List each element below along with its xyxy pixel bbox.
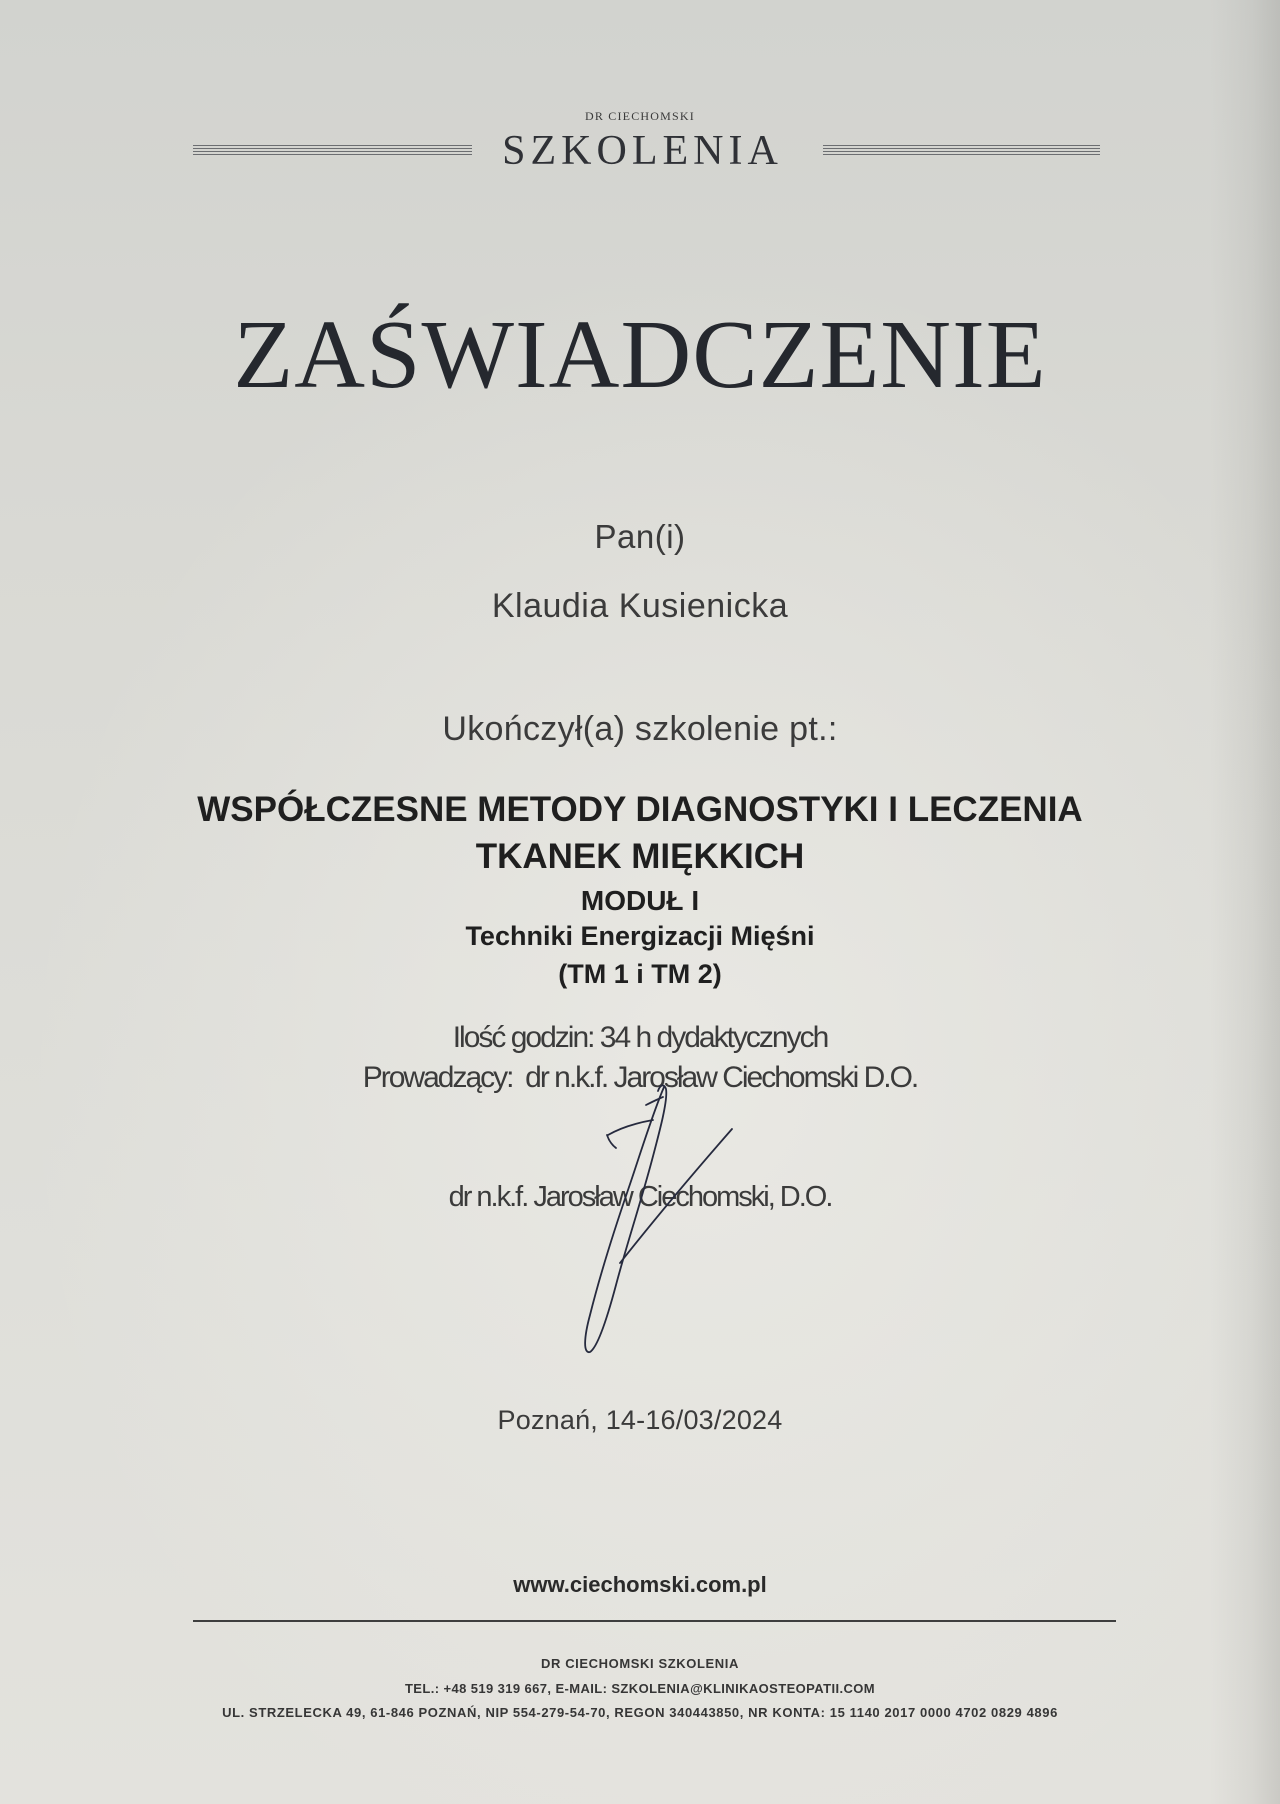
completion-text: Ukończył(a) szkolenie pt.: xyxy=(442,710,838,748)
footer-organization: DR CIECHOMSKI SZKOLENIA xyxy=(541,1656,739,1671)
course-parts: (TM 1 i TM 2) xyxy=(558,959,722,989)
place-and-date: Poznań, 14-16/03/2024 xyxy=(497,1405,783,1435)
footer-contact: TEL.: +48 519 319 667, E-MAIL: SZKOLENIA@KLINIKAOSTEOPATII.COM xyxy=(404,1681,876,1696)
signature-loop-stroke xyxy=(585,1085,666,1352)
website-address: www.ciechomski.com.pl xyxy=(513,1572,767,1597)
signature-hook-stroke xyxy=(607,1135,616,1148)
header-rule-right xyxy=(823,145,1100,157)
footer-address: UL. STRZELECKA 49, 61-846 POZNAŃ, NIP 554-279-54-70, REGON 340443850, NR KONTA: 15 1140 2017 0000 4702 0829 4896 xyxy=(222,1705,1058,1720)
course-title-line-2: TKANEK MIĘKKICH xyxy=(475,837,805,876)
recipient-name: Klaudia Kusienicka xyxy=(491,587,789,625)
signature-top-stroke xyxy=(608,1120,653,1135)
course-title-line-1: WSPÓŁCZESNE METODY DIAGNOSTYKI I LECZENIA xyxy=(197,790,1083,829)
course-module: MODUŁ I xyxy=(580,885,700,916)
training-hours: Ilość godzin: 34 h dydaktycznych xyxy=(452,1021,828,1054)
signature-cross-stroke xyxy=(646,1097,663,1105)
signatory-name: dr n.k.f. Jarosław Ciechomski, D.O. xyxy=(448,1181,832,1213)
certificate-title: ZAŚWIADCZENIE xyxy=(233,301,1047,409)
course-subtitle: Techniki Energizacji Mięśni xyxy=(465,921,815,951)
footer-divider xyxy=(193,1620,1116,1622)
instructor: Prowadzący: dr n.k.f. Jarosław Ciechomski D.O. xyxy=(362,1061,918,1094)
handwritten-signature xyxy=(560,1075,760,1365)
brand-name: SZKOLENIA xyxy=(502,128,783,174)
brand-prefix: DR CIECHOMSKI xyxy=(585,109,695,123)
salutation: Pan(i) xyxy=(594,518,686,555)
